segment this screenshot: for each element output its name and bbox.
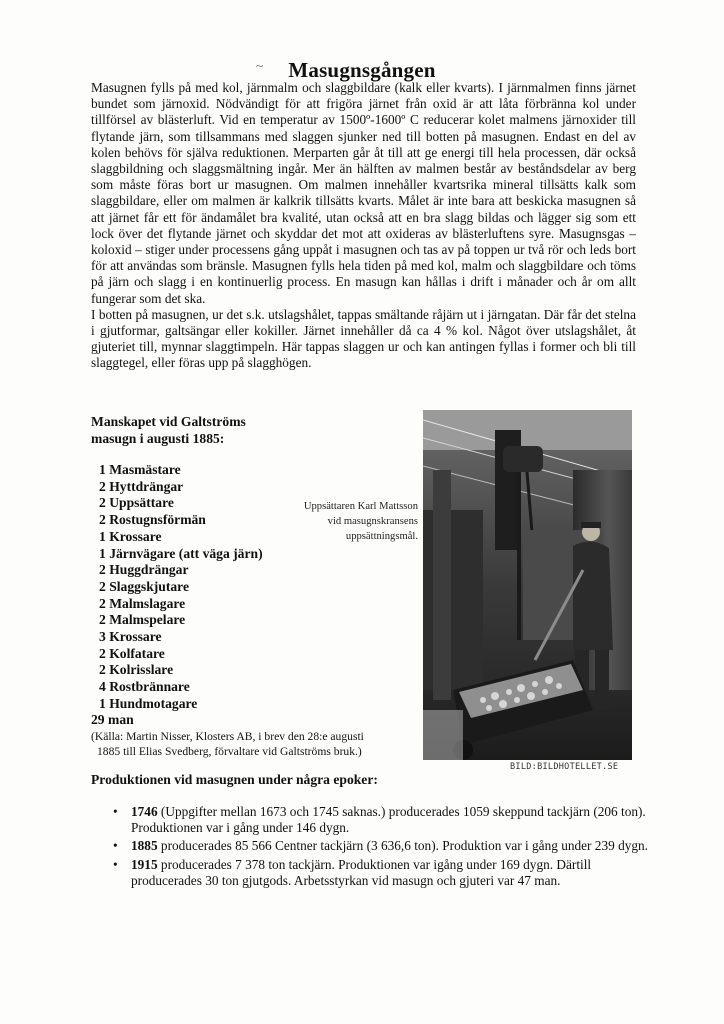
photo-credit: BILD:BILDHOTELLET.SE [510,762,619,772]
crew-item: 1 Hundmotagare [99,695,198,711]
crew-item: 2 Malmspelare [99,612,186,628]
source-line: 1885 till Elias Svedberg, förvaltare vid Galtströms bruk.) [97,744,362,758]
crew-item: 2 Huggdrängar [99,562,189,578]
production-list [91,804,651,891]
caption-line: vid masugnskransens [327,516,418,527]
bullet-icon: • [113,838,118,854]
caption-line: Uppsättaren Karl Mattsson [303,501,418,512]
crew-item: 2 Malmslagare [99,595,186,611]
crew-item: 3 Krossare [99,629,162,645]
production-item [91,857,651,889]
historical-photo [423,410,632,760]
paragraph: Masugnen fylls på med kol, järnmalm och slaggbildare (kalk eller kvarts). I järnmalmen finns järnet bundet som järnoxid. Nödvändigt för att frigöra järnet från oxid är att låta förbränna kol under tillförsel av blästerluft. Vid en temperatur av 1500º-1600º C reducerar kolet malmens järnoxider till flytande järn, som tillsammans med slaggen sjunker ned till botten på masugnen. Endast en del av kolen behövs för själva reduktionen. Merparten går åt till att ge energi till hela processen, där också slaggbildning och slaggsmältning ingår. Mer än hälften av malmen består av beståndsdelar av berg som måste föras bort ur masugnen. Om malmen innehåller kvartsrika mineral tillsätts kalk som slaggbildare, eller om malmen är kalkrik tillsätts kvarts. Målet är inte bara att beskicka masugnen så att järnet får ett för ändamålet bra kvalité, utan också att en bra slagg bildas och lägger sig som ett lock över det flytande järnet och skyddar det mot att oxideras av blästerluftens syre. Masugnsgas – koloxid – stiger under processens gång uppåt i masugnen och tas av på toppen ur två rör och leds bort för att användas som bränsle. Masugnen fylls hela tiden på med kol, malm och slaggbildare och töms på järn och slagg i en kontinuerlig process. En masugn kan hållas i drift i månader och år om allt fungerar som det ska. [91,80,636,306]
production-text: (Uppgifter mellan 1673 och 1745 saknas.) producerades 1059 skeppund tackjärn (206 ton). Produktionen var i gång under 146 dygn. [131,804,646,836]
crew-item: 2 Uppsättare [99,495,174,511]
crew-heading: Manskapet vid Galtströms masugn i augusti 1885: [91,414,246,446]
page-title: Masugnsgången [288,58,436,82]
production-year: 1915 [131,856,158,872]
crew-item: 2 Kolfatare [99,645,165,661]
production-year: 1746 [131,804,158,819]
crew-item: 2 Kolrisslare [99,662,174,678]
paragraph: I botten på masugnen, ur det s.k. utslagshålet, tappas smältande råjärn ut i järngatan. Där får det stelna i gjutformar, galtsängar eller kokiller. Järnet innehåller då ca 4 % kol. Något över utslagshålet, åt gjuteriet till, mynnar slaggtimpeln. Här tappas slaggen ur och kan antingen fyllas i former och bli till slaggtegel, eller föras upp på slagghögen. [91,306,636,371]
crew-item: 2 Rostugnsförmän [99,512,206,528]
production-item [91,838,651,854]
bullet-icon: • [113,804,118,819]
production-item [91,804,651,836]
title-mark: ~ [256,58,264,73]
crew-item: 2 Slaggskjutare [99,578,190,594]
production-year: 1885 [131,838,158,854]
crew-item: 2 Hyttdrängar [99,478,184,494]
bullet-icon: • [113,856,118,872]
production-text: producerades 85 566 Centner tackjärn (3 636,6 ton). Produktion var i gång under 239 dygn. [157,838,648,854]
crew-item: 1 Järnvägare (att väga järn) [99,545,263,561]
photo-caption [262,499,418,544]
crew-item: 4 Rostbrännare [99,679,190,695]
caption-line: uppsättningsmål. [345,531,418,542]
production-text: producerades 7 378 ton tackjärn. Produktionen var igång under 169 dygn. Därtill producerades 30 ton gjutgods. Arbetsstyrkan vid masugn och gjuteri var 47 man. [131,856,592,888]
intro-text [91,80,636,372]
crew-total: 29 man [91,712,134,727]
crew-item: 1 Masmästare [99,462,181,477]
photo-illustration [423,410,632,760]
source-line: (Källa: Martin Nisser, Klosters AB, i brev den 28:e augusti [91,730,364,743]
crew-item: 1 Krossare [99,528,162,544]
crew-source [91,730,411,759]
production-heading: Produktionen vid masugnen under några epoker: [91,772,378,787]
